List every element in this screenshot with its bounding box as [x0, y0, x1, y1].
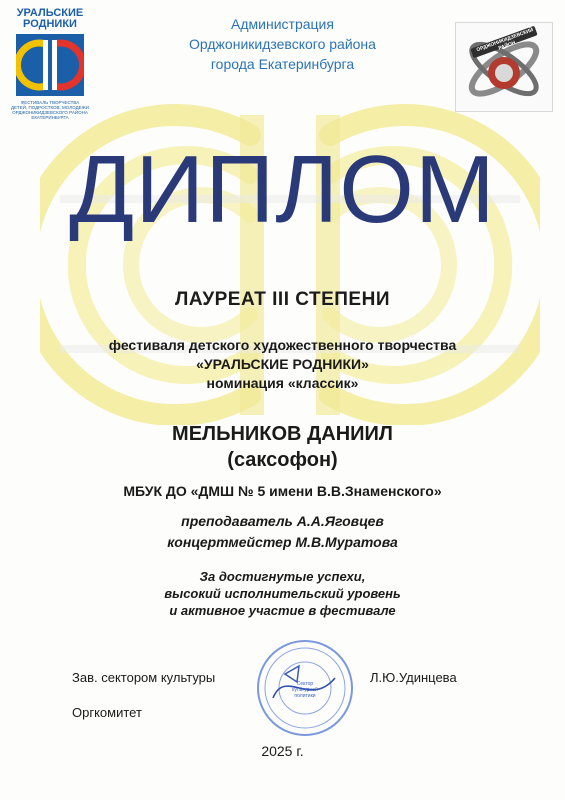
- stamp-line-1: Сектор: [296, 681, 314, 687]
- organizing-committee: Оргкомитет: [72, 705, 142, 720]
- award-rank: ЛАУРЕАТ III СТЕПЕНИ: [174, 289, 390, 310]
- festival-line-1: фестиваля детского художественного творчества: [108, 337, 457, 353]
- merit-line-3: и активное участие в фестивале: [169, 603, 396, 618]
- teachers: [0, 511, 565, 553]
- school-name: МБУК ДО «ДМШ № 5 имени В.В.Знаменского»: [123, 483, 442, 499]
- logo-title-line1: УРАЛЬСКИЕ: [16, 7, 84, 19]
- recipient-name: МЕЛЬНИКОВ ДАНИИЛ: [172, 423, 393, 445]
- official-stamp: [255, 638, 355, 738]
- teacher: преподаватель А.А.Яговцев: [181, 513, 384, 529]
- logo-emblem-icon: [16, 34, 84, 96]
- logo-caption-1: ФЕСТИВАЛЬ ТВОРЧЕСТВА: [20, 100, 80, 105]
- header-line-3: города Екатеринбурга: [210, 56, 355, 72]
- header-line-2: Орджоникидзевского района: [189, 36, 376, 52]
- festival-line-3: номинация «классик»: [206, 375, 359, 391]
- festival-logo: [10, 8, 90, 123]
- stamp-line-3: политики: [294, 693, 316, 699]
- stamp-text: [283, 681, 327, 699]
- festival-line-2: «УРАЛЬСКИЕ РОДНИКИ»: [196, 356, 369, 372]
- merit-line-2: высокий исполнительский уровень: [164, 586, 401, 601]
- district-emblem: [455, 22, 553, 112]
- merit-text: [0, 568, 565, 619]
- diploma-title: ДИПЛОМ: [69, 136, 496, 243]
- issuer-header: [150, 14, 415, 74]
- recipient: [0, 421, 565, 473]
- logo-title-line2: РОДНИКИ: [23, 18, 77, 30]
- festival-info: [0, 336, 565, 393]
- header-line-1: Администрация: [231, 16, 334, 32]
- merit-line-1: За достигнутые успехи,: [199, 569, 366, 584]
- signatory-name: Л.Ю.Удинцева: [370, 670, 457, 685]
- stamp-line-2: культурной: [292, 687, 318, 693]
- issue-year: 2025 г.: [261, 743, 304, 759]
- signatory-role: Зав. сектором культуры: [72, 670, 216, 685]
- accompanist: концертмейстер М.В.Муратова: [167, 534, 398, 550]
- recipient-instrument: (саксофон): [227, 449, 338, 471]
- logo-caption-2: ДЕТЕЙ, ПОДРОСТКОВ, МОЛОДЕЖИ: [10, 105, 90, 110]
- logo-caption-3: ОРДЖОНИКИДЗЕВСКОГО РАЙОНА ЕКАТЕРИНБУРГА: [12, 110, 88, 120]
- emblem-text: ОРДЖОНИКИДЗЕВСКИЙ РАЙОН: [475, 27, 535, 54]
